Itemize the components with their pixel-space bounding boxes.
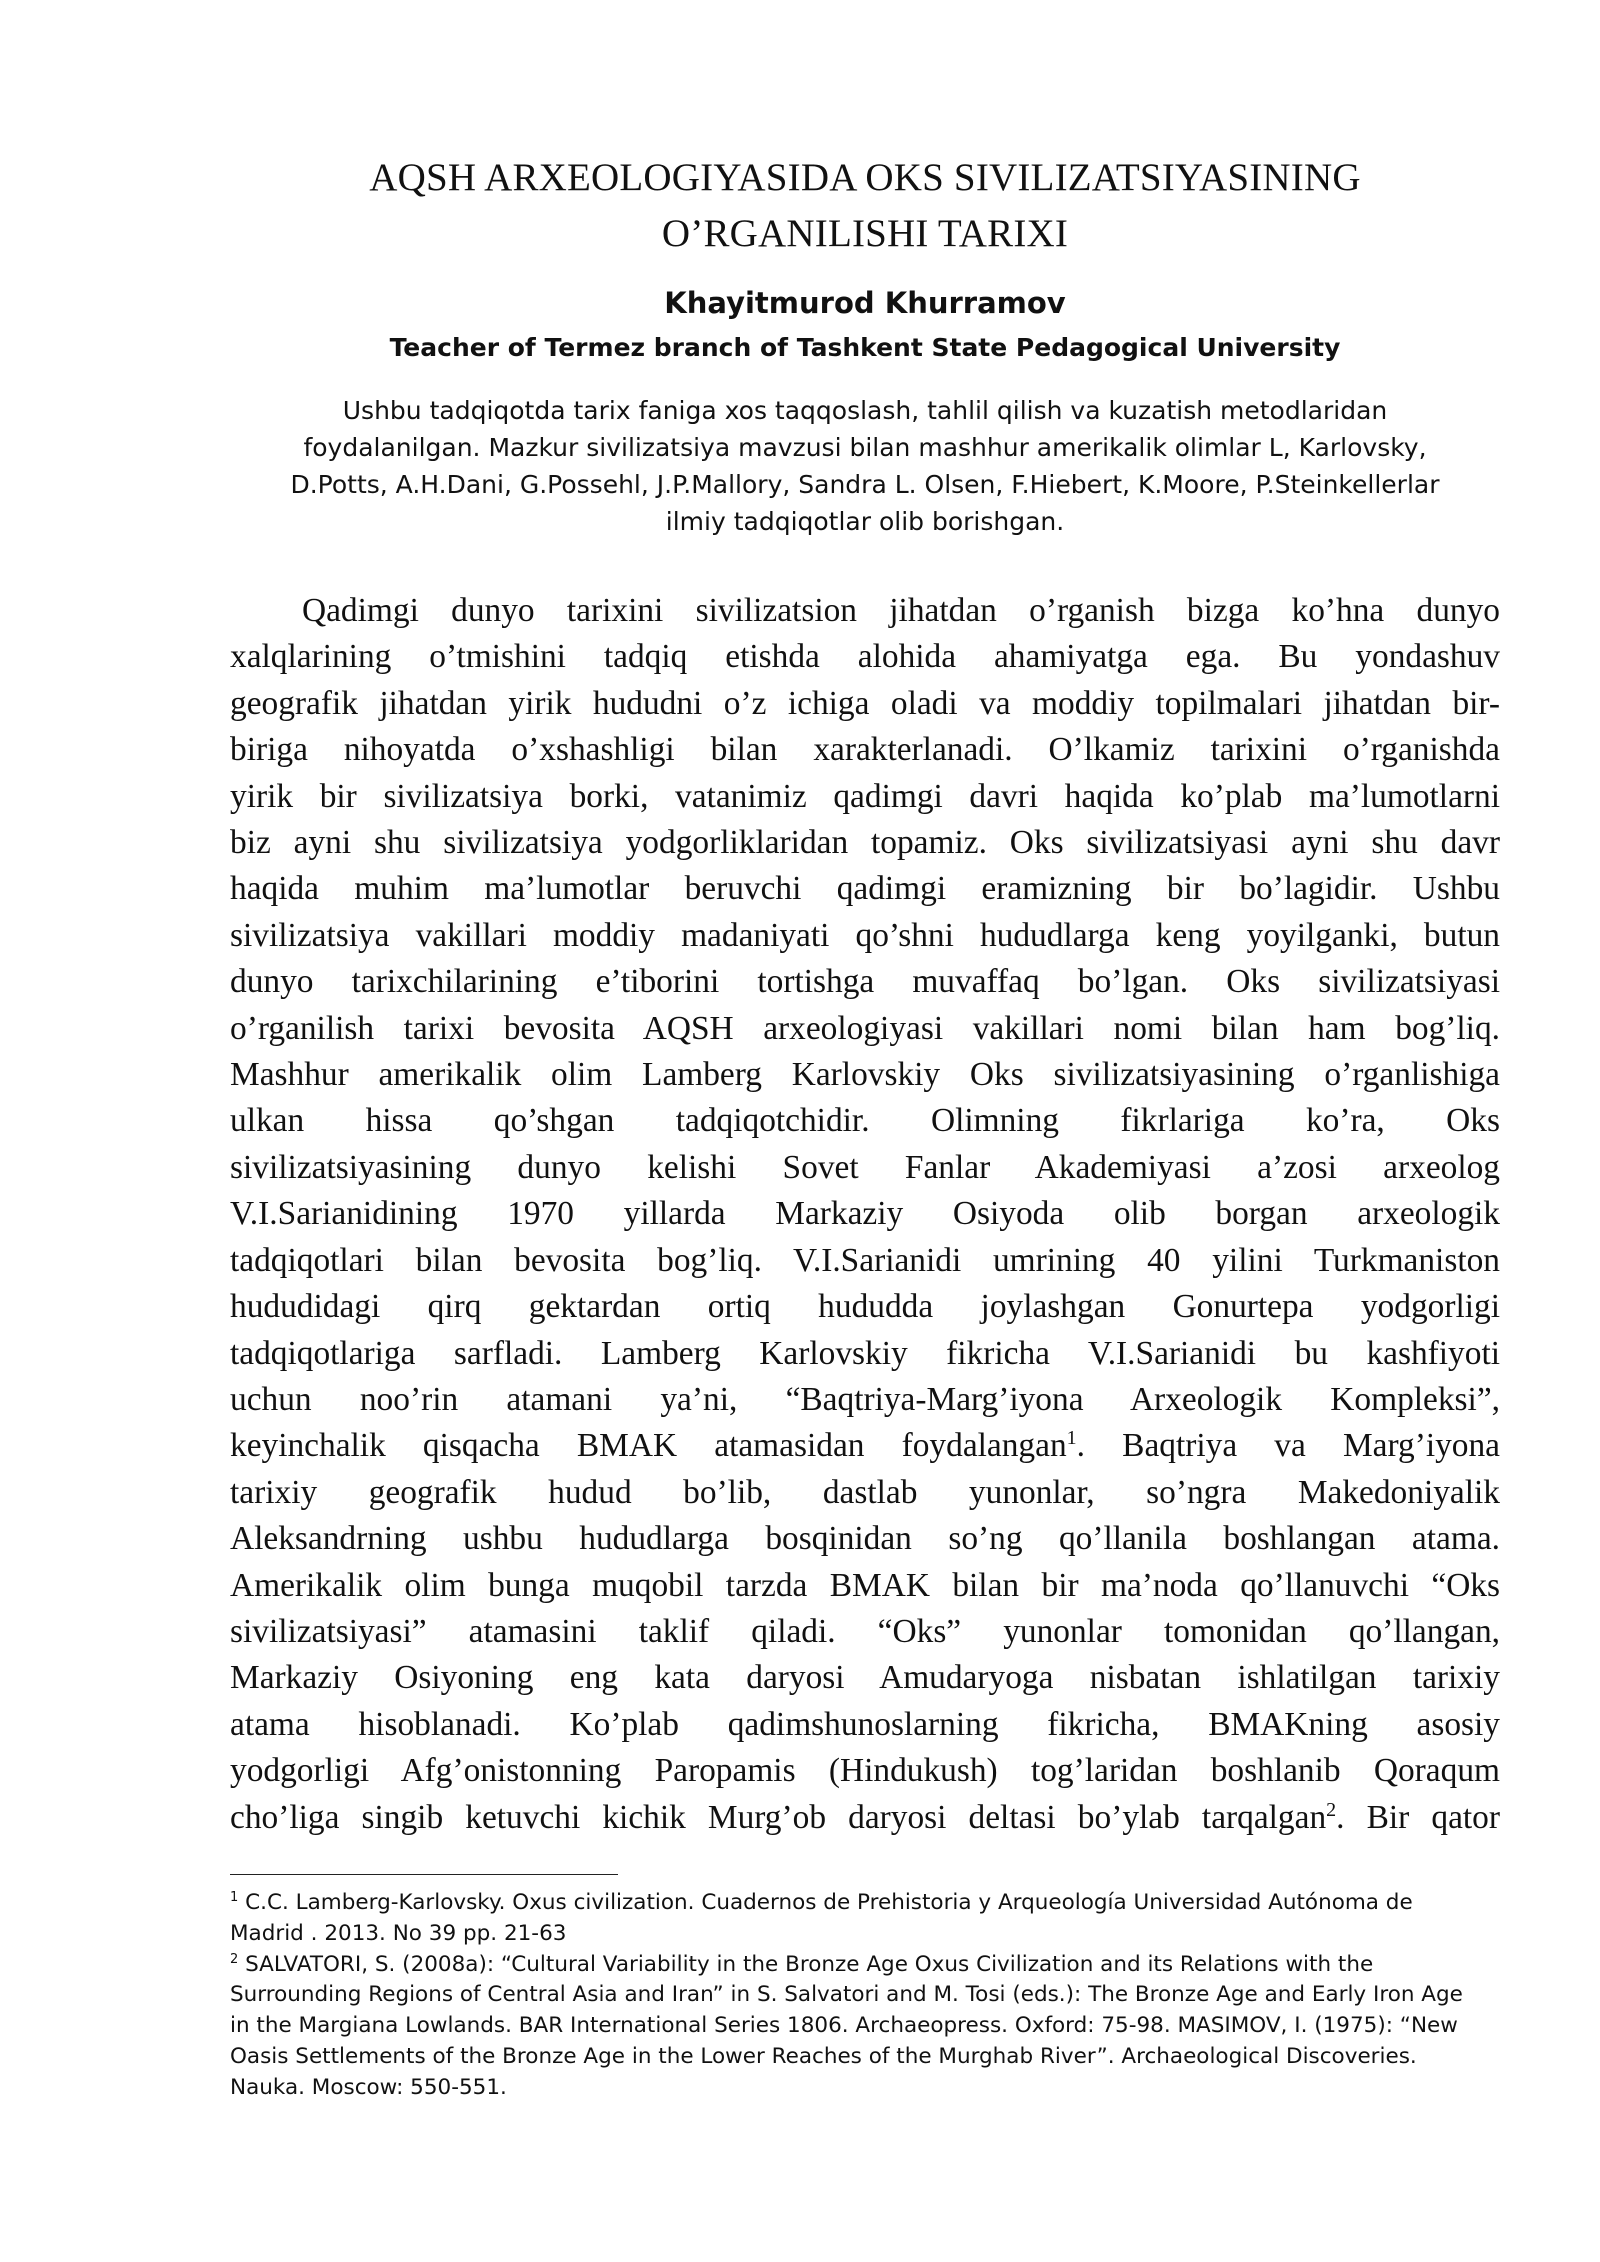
body-line: o’rganilish tarixi bevosita AQSH arxeologiyasi vakillari nomi bilan ham bog’liq. bbox=[230, 1009, 1500, 1047]
body-line: yodgorligi Afg’onistonning Paropamis (Hindukush) tog’laridan boshlanib Qoraqum bbox=[230, 1752, 1500, 1790]
body-line: haqida muhim ma’lumotlar beruvchi qadimgi eramizning bir bo’lagidir. Ushbu bbox=[230, 870, 1500, 908]
body-line: Qadimgi dunyo tarixini sivilizatsion jihatdan o’rganish bizga ko’hna dunyo bbox=[302, 592, 1500, 629]
footnote-1-text: C.C. Lamberg-Karlovsky. Oxus civilization. Cuadernos de Prehistoria y Arqueología Universidad Autónoma de bbox=[238, 1890, 1413, 1915]
body-line: sivilizatsiya vakillari moddiy madaniyati qo’shni hududlarga keng yoyilganki, butun bbox=[230, 916, 1500, 954]
body-line: sivilizatsiyasi” atamasini taklif qiladi. “Oks” yunonlar tomonidan qo’llangan, bbox=[230, 1612, 1500, 1650]
footnote-2-text: SALVATORI, S. (2008a): “Cultural Variability in the Bronze Age Oxus Civilization and its Relations with the bbox=[238, 1951, 1374, 1977]
abstract-line: foydalanilgan. Mazkur sivilizatsiya mavzusi bilan mashhur amerikalik olimlar L, Karlovsky, bbox=[303, 433, 1427, 462]
footnote-2-line: Surrounding Regions of Central Asia and Iran” in S. Salvatori and M. Tosi (eds.): The Bronze Age and Early Iron Age bbox=[230, 1982, 1463, 2008]
body-line: atama hisoblanadi. Ko’plab qadimshunoslarning fikricha, BMAKning asosiy bbox=[230, 1705, 1500, 1743]
body-line-text: . Bir qator bbox=[1336, 1798, 1500, 1836]
footnotes bbox=[230, 1888, 1500, 2104]
body-line: biriga nihoyatda o’xshashligi bilan xarakterlanadi. O’lkamiz tarixini o’rganishda bbox=[230, 731, 1500, 769]
body-line: Markaziy Osiyoning eng kata daryosi Amudaryoga nisbatan ishlatilgan tarixiy bbox=[230, 1659, 1500, 1697]
footnote-2-line: in the Margiana Lowlands. BAR International Series 1806. Archaeopress. Oxford: 75-98. MASIMOV, I. (1975): “New bbox=[230, 2013, 1458, 2039]
abstract-line: D.Potts, A.H.Dani, G.Possehl, J.P.Mallory, Sandra L. Olsen, F.Hiebert, K.Moore, P.Steinkellerlar bbox=[290, 470, 1440, 499]
body-line: Amerikalik olim bunga muqobil tarzda BMAK bilan bir ma’noda qo’llanuvchi “Oks bbox=[230, 1566, 1500, 1604]
footnote-ref-1[interactable]: 1 bbox=[1066, 1427, 1077, 1450]
title-line-1: AQSH ARXEOLOGIYASIDA OKS SIVILIZATSIYASINING bbox=[369, 156, 1361, 199]
body-line: sivilizatsiyasining dunyo kelishi Sovet Fanlar Akademiyasi a’zosi arxeolog bbox=[230, 1148, 1500, 1186]
body-line: biz ayni shu sivilizatsiya yodgorliklaridan topamiz. Oks sivilizatsiyasi ayni shu davr bbox=[230, 824, 1500, 862]
footnote-ref-2[interactable]: 2 bbox=[1326, 1798, 1337, 1821]
article-title bbox=[230, 150, 1500, 262]
body-line-text: . Baqtriya va Marg’iyona bbox=[1076, 1427, 1501, 1465]
abstract-line: Ushbu tadqiqotda tarix faniga xos taqqoslash, tahlil qilish va kuzatish metodlaridan bbox=[342, 396, 1388, 425]
body-line-with-footnote-1 bbox=[230, 1423, 1500, 1469]
footnote-2-marker: 2 bbox=[230, 1951, 239, 1967]
body-line: hududidagi qirq gektardan ortiq hududda joylashgan Gonurtepa yodgorligi bbox=[230, 1288, 1500, 1326]
author-affiliation: Teacher of Termez branch of Tashkent State Pedagogical University bbox=[389, 333, 1341, 362]
footnote-1-marker: 1 bbox=[230, 1889, 239, 1905]
footnote-2-line: Nauka. Moscow: 550-551. bbox=[230, 2074, 507, 2100]
body-line: yirik bir sivilizatsiya borki, vatanimiz qadimgi davri haqida ko’plab ma’lumotlarni bbox=[230, 777, 1500, 815]
body-line-text: cho’liga singib ketuvchi kichik Murg’ob daryosi deltasi bo’ylab tarqalgan bbox=[230, 1798, 1327, 1836]
footnote-1-line bbox=[230, 1888, 1500, 1919]
abstract-line: ilmiy tadqiqotlar olib borishgan. bbox=[665, 507, 1065, 536]
body-line: geografik jihatdan yirik hududni o’z ichiga oladi va moddiy topilmalari jihatdan bir- bbox=[230, 684, 1500, 722]
body-line: tadqiqotlariga sarfladi. Lamberg Karlovskiy fikricha V.I.Sarianidi bu kashfiyoti bbox=[230, 1334, 1500, 1372]
body-line: uchun noo’rin atamani ya’ni, “Baqtriya-Marg’iyona Arxeologik Kompleksi”, bbox=[230, 1380, 1500, 1418]
footnote-2-line: Oasis Settlements of the Bronze Age in the Lower Reaches of the Murghab River”. Archaeological Discoveries. bbox=[230, 2043, 1417, 2069]
body-line: tarixiy geografik hudud bo’lib, dastlab yunonlar, so’ngra Makedoniyalik bbox=[230, 1473, 1500, 1511]
body-line: Mashhur amerikalik olim Lamberg Karlovskiy Oks sivilizatsiyasining o’rganlishiga bbox=[230, 1056, 1500, 1094]
footnote-2-line bbox=[230, 1950, 1500, 1981]
footnote-separator bbox=[230, 1874, 618, 1875]
author-name: Khayitmurod Khurramov bbox=[664, 286, 1066, 320]
title-line-2: O’RGANILISHI TARIXI bbox=[661, 212, 1069, 255]
body-line: tadqiqotlari bilan bevosita bog’liq. V.I.Sarianidi umrining 40 yilini Turkmaniston bbox=[230, 1241, 1500, 1279]
abstract bbox=[230, 392, 1500, 540]
footnote-1-line: Madrid . 2013. No 39 pp. 21-63 bbox=[230, 1920, 567, 1946]
body-line-with-footnote-2 bbox=[230, 1795, 1500, 1841]
body-line: V.I.Sarianidining 1970 yillarda Markaziy Osiyoda olib borgan arxeologik bbox=[230, 1195, 1500, 1233]
body-line: dunyo tarixchilarining e’tiborini tortishga muvaffaq bo’lgan. Oks sivilizatsiyasi bbox=[230, 963, 1500, 1001]
body-line: Aleksandrning ushbu hududlarga bosqinidan so’ng qo’llanila boshlangan atama. bbox=[230, 1520, 1500, 1558]
body-paragraph bbox=[230, 588, 1500, 1841]
body-line: ulkan hissa qo’shgan tadqiqotchidir. Olimning fikrlariga ko’ra, Oks bbox=[230, 1102, 1500, 1140]
body-line: xalqlarining o’tmishini tadqiq etishda alohida ahamiyatga ega. Bu yondashuv bbox=[230, 638, 1500, 676]
body-line-text: keyinchalik qisqacha BMAK atamasidan foydalangan bbox=[230, 1427, 1067, 1465]
